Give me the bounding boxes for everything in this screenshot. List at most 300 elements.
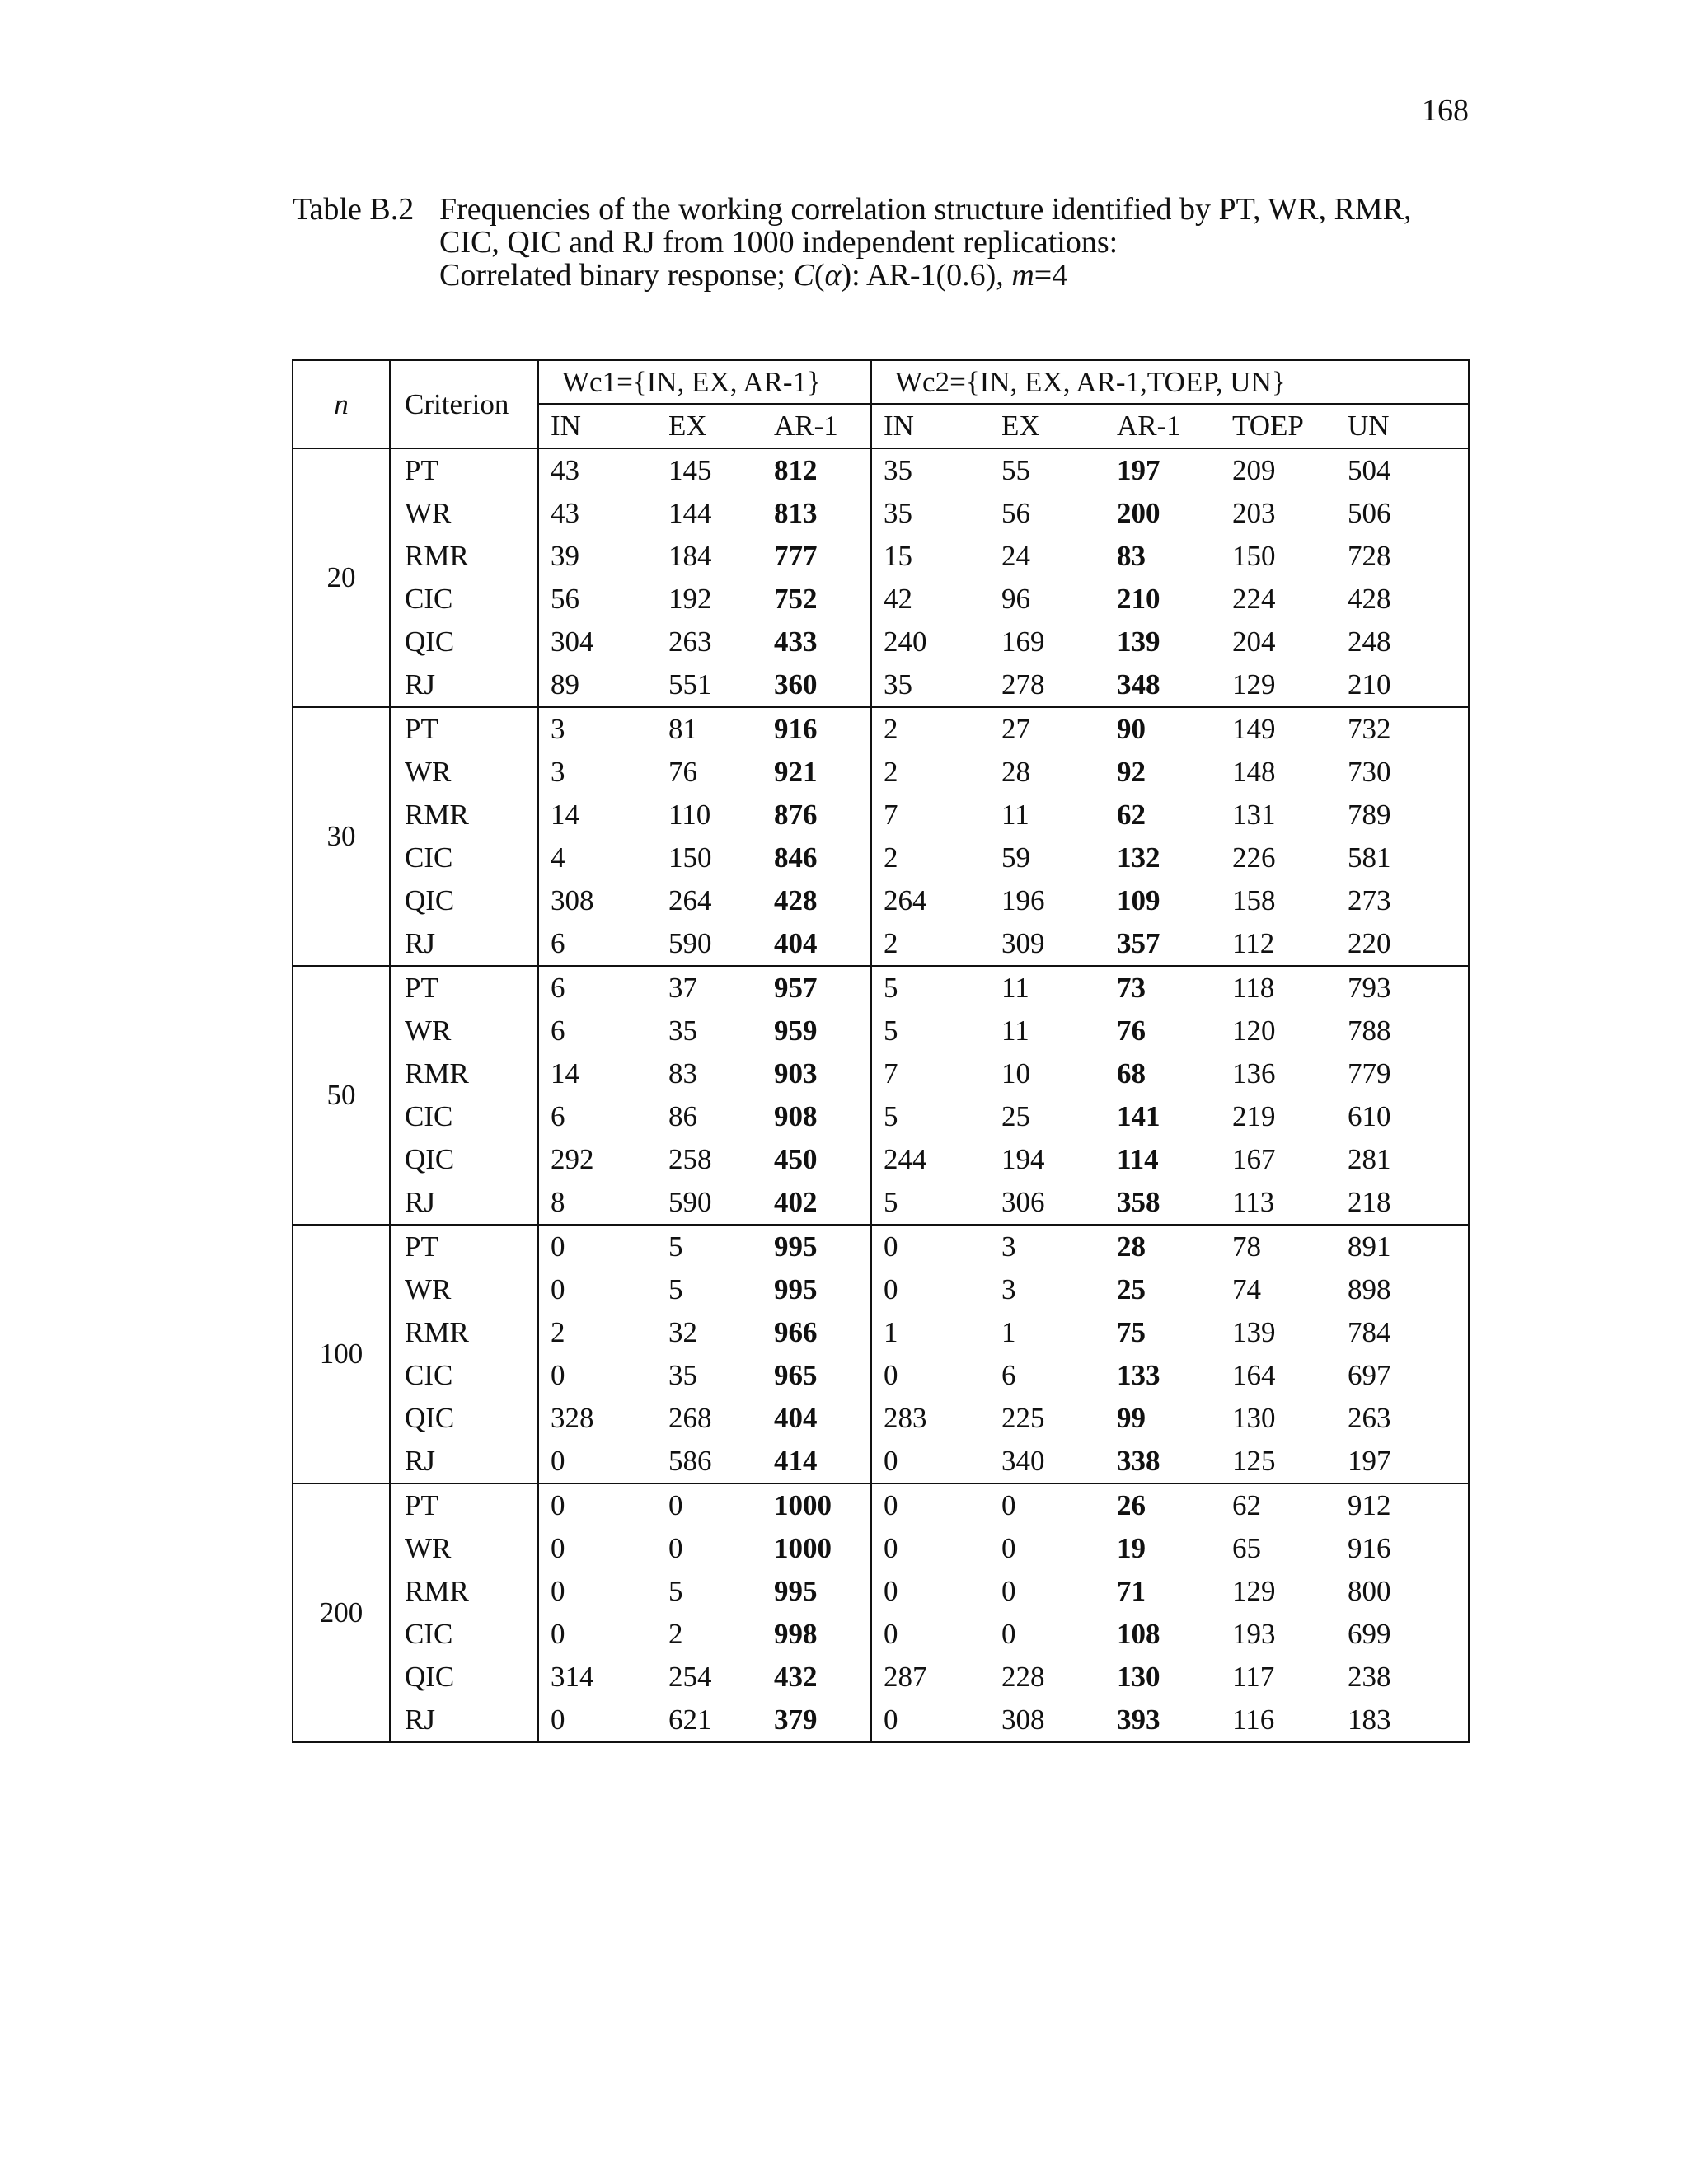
criterion-cell: PT [390, 1483, 538, 1527]
value-cell: 56 [538, 578, 657, 621]
value-cell: 78 [1232, 1230, 1262, 1263]
criterion-cell: CIC [390, 837, 538, 879]
table-row [293, 1440, 1469, 1483]
value-cell: 244 [871, 1138, 990, 1181]
value-cell: 3 [1001, 1273, 1016, 1305]
caption-paren-close: ): AR-1(0.6), [841, 258, 1012, 293]
value-cell: 11 [1001, 1015, 1029, 1047]
value-cell: 1000 [774, 1532, 832, 1564]
value-cell: 150 [1232, 540, 1276, 572]
criterion-cell: WR [390, 492, 538, 535]
value-cell: 358 [1105, 1181, 1221, 1225]
value-cell: 1 [1001, 1316, 1016, 1348]
value-cell: 3 [1001, 1230, 1016, 1263]
value-cell: 0 [1001, 1618, 1016, 1650]
value-cell: 0 [668, 1489, 683, 1521]
value-cell: 379 [774, 1704, 818, 1736]
value-cell: 2 [538, 1311, 657, 1354]
table-row [293, 1225, 1469, 1268]
criterion-cell: RMR [390, 1570, 538, 1613]
value-cell: 433 [774, 626, 818, 658]
value-cell: 777 [774, 540, 818, 572]
value-cell: 11 [1001, 972, 1029, 1004]
value-cell: 164 [1232, 1359, 1276, 1391]
criterion-cell: CIC [390, 1613, 538, 1656]
table-row [293, 1095, 1469, 1138]
value-cell: 0 [538, 1225, 657, 1268]
value-cell: 308 [1001, 1704, 1045, 1736]
value-cell: 150 [668, 841, 712, 874]
value-cell: 86 [668, 1100, 697, 1132]
value-cell: 752 [774, 583, 818, 615]
value-cell: 5 [871, 1010, 990, 1052]
value-cell: 132 [1117, 841, 1160, 874]
value-cell: 916 [774, 713, 818, 745]
value-cell: 25 [1117, 1273, 1146, 1305]
value-cell: 238 [1348, 1661, 1391, 1693]
value-cell: 76 [668, 756, 697, 788]
table-row [293, 448, 1469, 492]
value-cell: 3 [538, 751, 657, 794]
value-cell: 0 [871, 1354, 990, 1397]
value-cell: 220 [1336, 922, 1469, 966]
value-cell: 506 [1348, 497, 1391, 529]
value-cell: 7 [871, 794, 990, 837]
value-cell: 28 [1117, 1230, 1146, 1263]
value-cell: 10 [1001, 1057, 1031, 1090]
value-cell: 112 [1221, 922, 1336, 966]
value-cell: 1000 [774, 1489, 832, 1521]
table-header [293, 360, 1469, 448]
header-n-label: n [334, 387, 349, 420]
criterion-cell: QIC [390, 1397, 538, 1440]
value-cell: 114 [1117, 1143, 1159, 1175]
value-cell: 129 [1221, 663, 1336, 707]
subheader-wc2-ex: EX [990, 404, 1105, 448]
value-cell: 916 [1348, 1532, 1391, 1564]
value-cell: 6 [538, 1095, 657, 1138]
table-row [293, 794, 1469, 837]
value-cell: 912 [1348, 1489, 1391, 1521]
caption-line-3-prefix: Correlated binary response; [439, 258, 794, 293]
value-cell: 610 [1348, 1100, 1391, 1132]
value-cell: 62 [1232, 1489, 1262, 1521]
value-cell: 0 [871, 1483, 990, 1527]
value-cell: 908 [774, 1100, 818, 1132]
value-cell: 0 [1001, 1489, 1016, 1521]
value-cell: 0 [538, 1440, 657, 1483]
value-cell: 0 [871, 1225, 990, 1268]
value-cell: 167 [1232, 1143, 1276, 1175]
caption-m-symbol: m [1011, 258, 1034, 293]
value-cell: 779 [1348, 1057, 1391, 1090]
value-cell: 96 [1001, 583, 1031, 615]
value-cell: 193 [1232, 1618, 1276, 1650]
header-criterion: Criterion [390, 360, 538, 448]
value-cell: 73 [1117, 972, 1146, 1004]
caption-c-symbol: C [793, 258, 814, 293]
value-cell: 5 [668, 1273, 683, 1305]
value-cell: 28 [1001, 756, 1031, 788]
value-cell: 348 [1105, 663, 1221, 707]
value-cell: 254 [668, 1661, 712, 1693]
value-cell: 209 [1232, 454, 1276, 486]
value-cell: 108 [1117, 1618, 1160, 1650]
value-cell: 158 [1232, 884, 1276, 916]
value-cell: 5 [871, 966, 990, 1010]
value-cell: 921 [774, 756, 818, 788]
n-value-cell: 30 [293, 707, 390, 966]
subheader-wc2-ar-1: AR-1 [1105, 404, 1221, 448]
value-cell: 27 [1001, 713, 1031, 745]
value-cell: 995 [774, 1575, 818, 1607]
criterion-cell: PT [390, 966, 538, 1010]
value-cell: 14 [538, 1052, 657, 1095]
table-row [293, 1354, 1469, 1397]
caption-line-2: CIC, QIC and RJ from 1000 independent replications: [439, 225, 1118, 260]
table-body [293, 448, 1469, 1742]
value-cell: 92 [1117, 756, 1146, 788]
criterion-cell: WR [390, 1010, 538, 1052]
n-value-cell: 100 [293, 1225, 390, 1483]
value-cell: 264 [668, 884, 712, 916]
table-row [293, 707, 1469, 751]
caption-paren-open: ( [814, 258, 825, 293]
table-row [293, 1699, 1469, 1742]
value-cell: 8 [538, 1181, 657, 1225]
value-cell: 340 [990, 1440, 1105, 1483]
value-cell: 183 [1348, 1704, 1391, 1736]
value-cell: 224 [1232, 583, 1276, 615]
value-cell: 278 [990, 663, 1105, 707]
value-cell: 35 [871, 448, 990, 492]
value-cell: 210 [1336, 663, 1469, 707]
value-cell: 328 [538, 1397, 657, 1440]
criterion-cell: RMR [390, 535, 538, 578]
value-cell: 338 [1105, 1440, 1221, 1483]
value-cell: 226 [1232, 841, 1276, 874]
value-cell: 0 [1001, 1532, 1016, 1564]
criterion-cell: WR [390, 751, 538, 794]
value-cell: 6 [1001, 1359, 1016, 1391]
value-cell: 113 [1221, 1181, 1336, 1225]
value-cell: 959 [774, 1015, 818, 1047]
value-cell: 404 [774, 1402, 818, 1434]
value-cell: 71 [1117, 1575, 1146, 1607]
value-cell: 957 [774, 972, 818, 1004]
value-cell: 240 [871, 621, 990, 663]
value-cell: 898 [1348, 1273, 1391, 1305]
value-cell: 903 [774, 1057, 818, 1090]
value-cell: 998 [774, 1618, 818, 1650]
value-cell: 196 [1001, 884, 1045, 916]
value-cell: 428 [1348, 583, 1391, 615]
subheader-wc1-ex: EX [657, 404, 762, 448]
caption-alpha-symbol: α [824, 258, 842, 293]
value-cell: 65 [1232, 1532, 1262, 1564]
value-cell: 309 [990, 922, 1105, 966]
value-cell: 2 [871, 751, 990, 794]
value-cell: 192 [668, 583, 712, 615]
value-cell: 784 [1348, 1316, 1391, 1348]
value-cell: 6 [538, 922, 657, 966]
value-cell: 197 [1336, 1440, 1469, 1483]
value-cell: 5 [668, 1575, 683, 1607]
value-cell: 75 [1117, 1316, 1146, 1348]
table-row [293, 1268, 1469, 1311]
n-value-cell: 50 [293, 966, 390, 1225]
value-cell: 357 [1105, 922, 1221, 966]
table-row [293, 1181, 1469, 1225]
value-cell: 24 [1001, 540, 1031, 572]
value-cell: 35 [668, 1359, 697, 1391]
value-cell: 789 [1348, 799, 1391, 831]
table-row [293, 837, 1469, 879]
value-cell: 129 [1232, 1575, 1276, 1607]
value-cell: 68 [1117, 1057, 1146, 1090]
value-cell: 117 [1232, 1661, 1275, 1693]
value-cell: 0 [538, 1699, 657, 1742]
value-cell: 5 [871, 1181, 990, 1225]
value-cell: 263 [668, 626, 712, 658]
value-cell: 7 [871, 1052, 990, 1095]
value-cell: 141 [1117, 1100, 1160, 1132]
criterion-cell: RMR [390, 794, 538, 837]
caption-text [439, 193, 1479, 292]
criterion-cell: WR [390, 1527, 538, 1570]
value-cell: 4 [538, 837, 657, 879]
page-number: 168 [1422, 93, 1469, 128]
value-cell: 281 [1348, 1143, 1391, 1175]
value-cell: 728 [1348, 540, 1391, 572]
caption-line-3-suffix: =4 [1034, 258, 1068, 293]
value-cell: 133 [1117, 1359, 1160, 1391]
criterion-cell: QIC [390, 1656, 538, 1699]
table-row [293, 1570, 1469, 1613]
value-cell: 0 [538, 1570, 657, 1613]
value-cell: 813 [774, 497, 818, 529]
value-cell: 0 [871, 1527, 990, 1570]
table-row [293, 1052, 1469, 1095]
table-row [293, 1397, 1469, 1440]
value-cell: 76 [1117, 1015, 1146, 1047]
subheader-wc1-ar-1: AR-1 [762, 404, 871, 448]
caption-line-3 [439, 259, 1479, 292]
value-cell: 55 [1001, 454, 1031, 486]
value-cell: 3 [538, 707, 657, 751]
criterion-cell: PT [390, 1225, 538, 1268]
value-cell: 194 [1001, 1143, 1045, 1175]
value-cell: 74 [1232, 1273, 1262, 1305]
value-cell: 0 [538, 1613, 657, 1656]
table-row [293, 1311, 1469, 1354]
criterion-cell: RJ [390, 1699, 538, 1742]
value-cell: 292 [538, 1138, 657, 1181]
criterion-cell: PT [390, 707, 538, 751]
value-cell: 360 [762, 663, 871, 707]
caption-line-1: Frequencies of the working correlation structure identified by PT, WR, RMR, [439, 192, 1412, 227]
value-cell: 450 [774, 1143, 818, 1175]
table-row [293, 1138, 1469, 1181]
value-cell: 6 [538, 966, 657, 1010]
value-cell: 83 [1117, 540, 1146, 572]
table-row [293, 621, 1469, 663]
value-cell: 2 [871, 837, 990, 879]
value-cell: 184 [668, 540, 712, 572]
value-cell: 590 [657, 1181, 762, 1225]
value-cell: 136 [1232, 1057, 1276, 1090]
value-cell: 273 [1348, 884, 1391, 916]
value-cell: 402 [762, 1181, 871, 1225]
value-cell: 43 [538, 492, 657, 535]
criterion-cell: RJ [390, 1181, 538, 1225]
header-wc1: Wc1={IN, EX, AR-1} [538, 360, 871, 404]
header-n [293, 360, 390, 448]
value-cell: 0 [871, 1268, 990, 1311]
table-row [293, 535, 1469, 578]
criterion-cell: RJ [390, 1440, 538, 1483]
value-cell: 99 [1117, 1402, 1146, 1434]
subheader-wc2-in: IN [871, 404, 990, 448]
table-row [293, 1527, 1469, 1570]
value-cell: 116 [1232, 1704, 1275, 1736]
value-cell: 0 [538, 1268, 657, 1311]
value-cell: 0 [668, 1532, 683, 1564]
value-cell: 891 [1348, 1230, 1391, 1263]
value-cell: 110 [668, 799, 711, 831]
table-row [293, 1483, 1469, 1527]
value-cell: 32 [668, 1316, 697, 1348]
value-cell: 125 [1221, 1440, 1336, 1483]
criterion-cell: CIC [390, 1354, 538, 1397]
table-row [293, 879, 1469, 922]
value-cell: 414 [762, 1440, 871, 1483]
value-cell: 148 [1232, 756, 1276, 788]
value-cell: 197 [1117, 454, 1160, 486]
criterion-cell: CIC [390, 1095, 538, 1138]
subheader-wc1-in: IN [538, 404, 657, 448]
value-cell: 697 [1348, 1359, 1391, 1391]
value-cell: 428 [774, 884, 818, 916]
value-cell: 43 [538, 448, 657, 492]
value-cell: 11 [1001, 799, 1029, 831]
criterion-cell: RMR [390, 1311, 538, 1354]
value-cell: 314 [538, 1656, 657, 1699]
criterion-cell: RJ [390, 663, 538, 707]
value-cell: 26 [1117, 1489, 1146, 1521]
value-cell: 109 [1117, 884, 1160, 916]
value-cell: 258 [668, 1143, 712, 1175]
value-cell: 0 [871, 1613, 990, 1656]
value-cell: 203 [1232, 497, 1276, 529]
value-cell: 0 [538, 1354, 657, 1397]
value-cell: 2 [871, 707, 990, 751]
value-cell: 204 [1232, 626, 1276, 658]
value-cell: 42 [871, 578, 990, 621]
value-cell: 730 [1348, 756, 1391, 788]
table-row [293, 922, 1469, 966]
table-caption [293, 193, 1479, 292]
criterion-cell: QIC [390, 879, 538, 922]
value-cell: 586 [657, 1440, 762, 1483]
value-cell: 139 [1232, 1316, 1276, 1348]
value-cell: 287 [871, 1656, 990, 1699]
value-cell: 876 [774, 799, 818, 831]
value-cell: 590 [657, 922, 762, 966]
frequency-table [292, 359, 1470, 1743]
value-cell: 304 [538, 621, 657, 663]
value-cell: 120 [1232, 1015, 1276, 1047]
value-cell: 263 [1348, 1402, 1391, 1434]
table-row [293, 578, 1469, 621]
value-cell: 846 [774, 841, 818, 874]
value-cell: 25 [1001, 1100, 1031, 1132]
value-cell: 551 [657, 663, 762, 707]
value-cell: 90 [1117, 713, 1146, 745]
table-row [293, 1010, 1469, 1052]
value-cell: 5 [871, 1095, 990, 1138]
criterion-cell: QIC [390, 621, 538, 663]
value-cell: 225 [1001, 1402, 1045, 1434]
value-cell: 0 [538, 1483, 657, 1527]
table-row [293, 751, 1469, 794]
criterion-cell: QIC [390, 1138, 538, 1181]
value-cell: 144 [668, 497, 712, 529]
value-cell: 788 [1348, 1015, 1391, 1047]
table-row [293, 966, 1469, 1010]
value-cell: 268 [668, 1402, 712, 1434]
value-cell: 283 [871, 1397, 990, 1440]
value-cell: 699 [1348, 1618, 1391, 1650]
value-cell: 131 [1232, 799, 1276, 831]
value-cell: 56 [1001, 497, 1031, 529]
value-cell: 6 [538, 1010, 657, 1052]
value-cell: 504 [1348, 454, 1391, 486]
value-cell: 149 [1232, 713, 1276, 745]
value-cell: 218 [1336, 1181, 1469, 1225]
value-cell: 308 [538, 879, 657, 922]
value-cell: 432 [774, 1661, 818, 1693]
criterion-cell: CIC [390, 578, 538, 621]
value-cell: 19 [1117, 1532, 1146, 1564]
value-cell: 35 [668, 1015, 697, 1047]
value-cell: 1 [871, 1311, 990, 1354]
value-cell: 130 [1117, 1661, 1160, 1693]
value-cell: 0 [1001, 1575, 1016, 1607]
subheader-wc2-toep: TOEP [1221, 404, 1336, 448]
value-cell: 169 [1001, 626, 1045, 658]
value-cell: 39 [538, 535, 657, 578]
value-cell: 35 [871, 663, 990, 707]
value-cell: 0 [871, 1440, 990, 1483]
value-cell: 793 [1348, 972, 1391, 1004]
value-cell: 966 [774, 1316, 818, 1348]
criterion-cell: RJ [390, 922, 538, 966]
value-cell: 145 [668, 454, 712, 486]
value-cell: 621 [668, 1704, 712, 1736]
n-value-cell: 200 [319, 1596, 363, 1629]
value-cell: 404 [762, 922, 871, 966]
value-cell: 81 [668, 713, 697, 745]
table-row [293, 663, 1469, 707]
value-cell: 83 [668, 1057, 697, 1090]
value-cell: 732 [1348, 713, 1391, 745]
criterion-cell: RMR [390, 1052, 538, 1095]
value-cell: 264 [871, 879, 990, 922]
value-cell: 62 [1117, 799, 1146, 831]
value-cell: 2 [871, 922, 990, 966]
table-row [293, 492, 1469, 535]
